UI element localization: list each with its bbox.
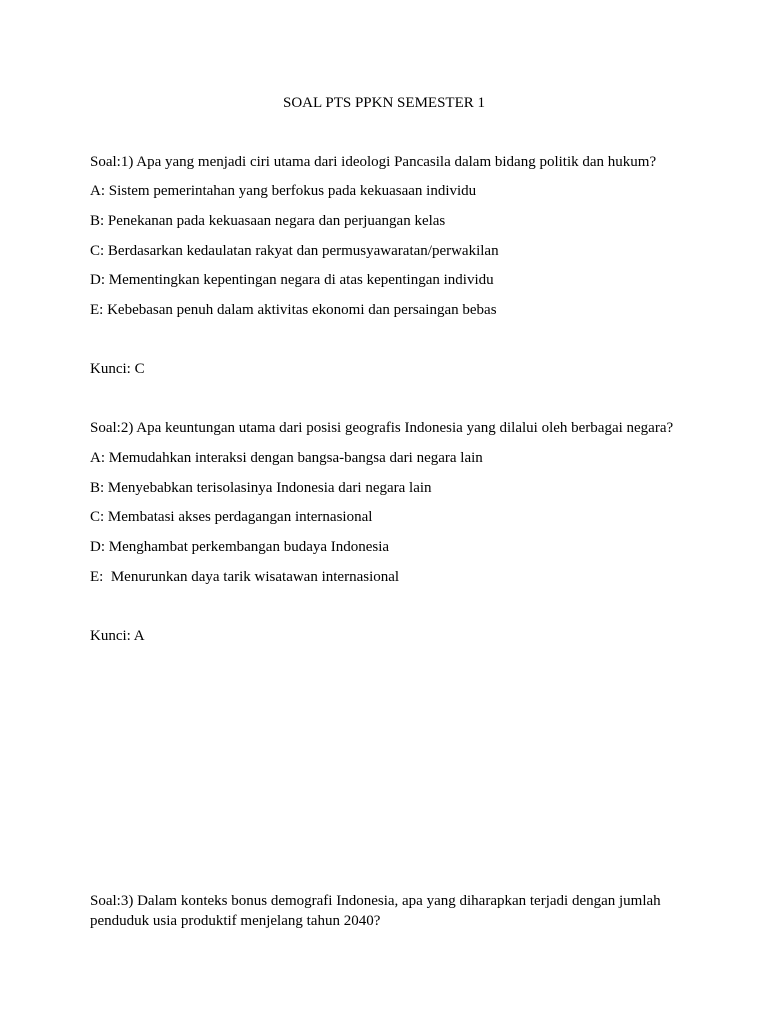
question-1-answer-key: Kunci: C: [90, 361, 145, 377]
question-2-answer-key: Kunci: A: [90, 628, 145, 644]
question-2-text: Soal:2) Apa keuntungan utama dari posisi geografis Indonesia yang dilalui oleh berbagai negara?: [90, 420, 674, 436]
question-2-option-b: B: Menyebabkan terisolasinya Indonesia dari negara lain: [90, 480, 432, 496]
question-1-option-b: B: Penekanan pada kekuasaan negara dan perjuangan kelas: [90, 213, 446, 229]
question-1-option-d: D: Mementingkan kepentingan negara di atas kepentingan individu: [90, 272, 494, 288]
question-3-text: Soal:3) Dalam konteks bonus demografi Indonesia, apa yang diharapkan terjadi dengan jumlah penduduk usia produktif menjelang tahun 2040?: [90, 893, 661, 929]
question-2-option-e: E: Menurunkan daya tarik wisatawan internasional: [90, 569, 400, 585]
question-1-option-e: E: Kebebasan penuh dalam aktivitas ekonomi dan persaingan bebas: [90, 302, 497, 318]
question-2-option-a: A: Memudahkan interaksi dengan bangsa-bangsa dari negara lain: [90, 450, 483, 466]
question-1-text: Soal:1) Apa yang menjadi ciri utama dari ideologi Pancasila dalam bidang politik dan hukum?: [90, 154, 657, 170]
question-2-option-d: D: Menghambat perkembangan budaya Indonesia: [90, 539, 390, 555]
question-1-option-c: C: Berdasarkan kedaulatan rakyat dan permusyawaratan/perwakilan: [90, 243, 499, 259]
question-2-option-c: C: Membatasi akses perdagangan internasional: [90, 509, 373, 525]
question-1-option-a: A: Sistem pemerintahan yang berfokus pada kekuasaan individu: [90, 183, 477, 199]
document-title: SOAL PTS PPKN SEMESTER 1: [283, 95, 485, 111]
